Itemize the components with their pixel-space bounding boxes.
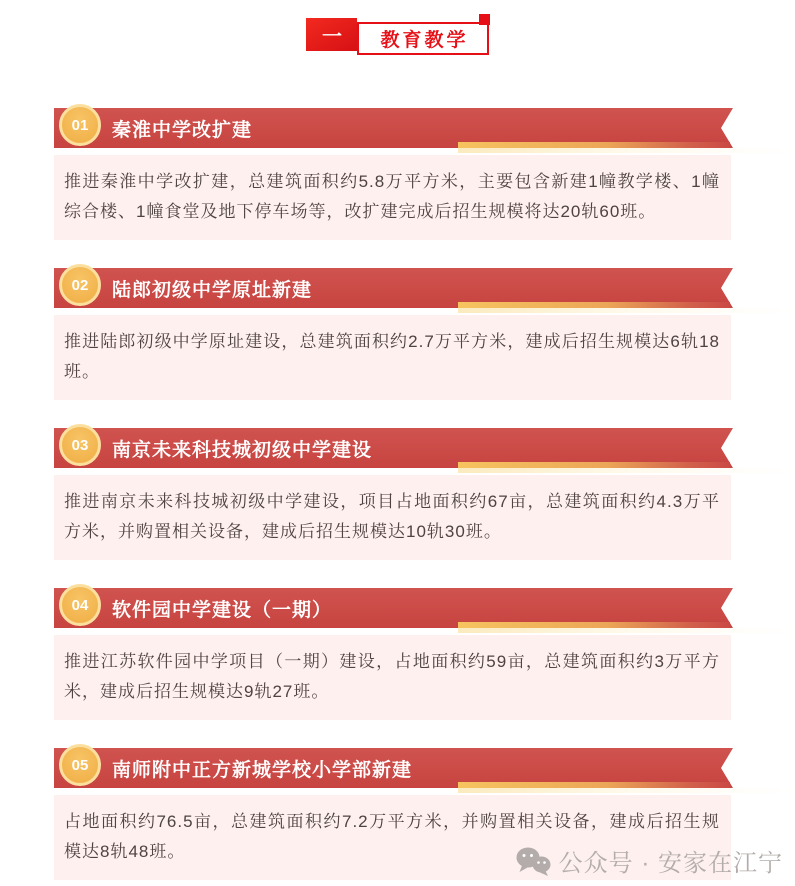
section-body-text: 占地面积约76.5亩，总建筑面积约7.2万平方米，并购置相关设备，建成后招生规模达8轨48班。 xyxy=(64,812,720,861)
section-title: 秦淮中学改扩建 xyxy=(112,119,253,141)
section-header xyxy=(0,18,795,55)
section-body-text: 推进江苏软件园中学项目（一期）建设，占地面积约59亩，总建筑面积约3万平方米，建成后招生规模达9轨27班。 xyxy=(64,652,720,701)
number-badge: 04 xyxy=(59,584,101,626)
header-index-box: 一 xyxy=(306,18,357,51)
number-badge: 02 xyxy=(59,264,101,306)
section-banner xyxy=(54,748,733,788)
watermark-text: 公众号 · 安家在江宁 xyxy=(558,850,783,877)
corner-square-decoration xyxy=(479,14,490,25)
section-title: 软件园中学建设（一期） xyxy=(112,599,333,621)
section-title: 南京未来科技城初级中学建设 xyxy=(112,439,373,461)
section-body-text: 推进秦淮中学改扩建，总建筑面积约5.8万平方米，主要包含新建1幢教学楼、1幢综合楼、1幢食堂及地下停车场等，改扩建完成后招生规模将达20轨60班。 xyxy=(64,172,720,221)
gold-underline-bar xyxy=(458,622,730,628)
section-item-02 xyxy=(54,268,733,400)
section-banner xyxy=(54,268,733,308)
section-body-block xyxy=(54,155,731,240)
section-body-text: 推进南京未来科技城初级中学建设，项目占地面积约67亩，总建筑面积约4.3万平方米，并购置相关设备，建成后招生规模达10轨30班。 xyxy=(64,492,720,541)
section-title: 陆郎初级中学原址新建 xyxy=(112,279,313,301)
section-banner xyxy=(54,108,733,148)
header-inner xyxy=(306,18,488,55)
gold-underline-bar xyxy=(458,142,730,148)
watermark xyxy=(515,843,783,878)
section-item-03 xyxy=(54,428,733,560)
wechat-icon xyxy=(515,846,551,876)
section-title: 南师附中正方新城学校小学部新建 xyxy=(112,759,413,781)
number-badge: 03 xyxy=(59,424,101,466)
section-banner xyxy=(54,428,733,468)
section-body-text: 推进陆郎初级中学原址建设，总建筑面积约2.7万平方米，建成后招生规模达6轨18班。 xyxy=(64,332,720,381)
gold-glow-decoration xyxy=(458,628,794,633)
gold-glow-decoration xyxy=(458,308,794,313)
gold-underline-bar xyxy=(458,782,730,788)
page-title: 教育教学 xyxy=(380,30,469,51)
section-banner xyxy=(54,588,733,628)
gold-glow-decoration xyxy=(458,468,794,473)
number-badge: 01 xyxy=(59,104,101,146)
gold-glow-decoration xyxy=(458,148,794,153)
section-body-block xyxy=(54,315,731,400)
gold-glow-decoration xyxy=(458,788,794,793)
section-body-block xyxy=(54,475,731,560)
sections-list xyxy=(54,0,733,880)
gold-underline-bar xyxy=(458,302,730,308)
number-badge: 05 xyxy=(59,744,101,786)
section-body-block xyxy=(54,635,731,720)
header-title-box xyxy=(357,22,488,55)
section-item-01 xyxy=(54,108,733,240)
gold-underline-bar xyxy=(458,462,730,468)
section-item-04 xyxy=(54,588,733,720)
